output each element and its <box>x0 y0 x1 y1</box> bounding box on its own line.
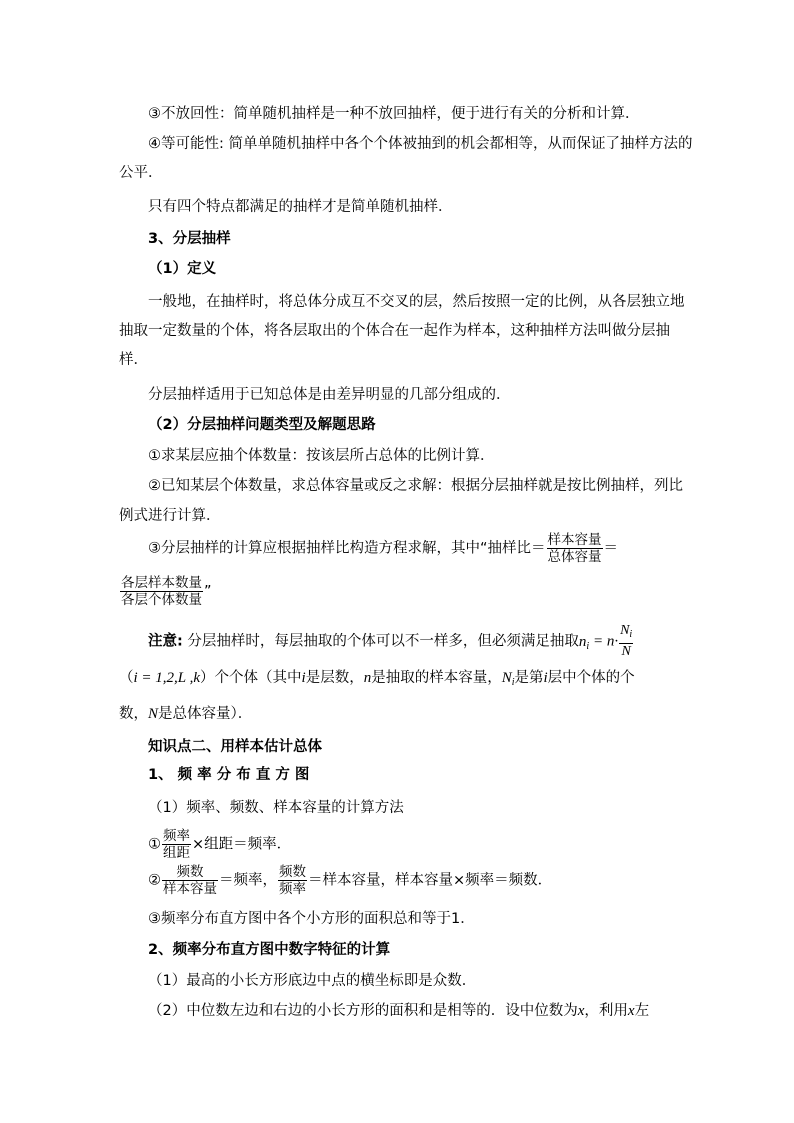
paragraph-type-3: ③分层抽样的计算应根据抽样比构造方程求解，其中“抽样比＝ $\frac{\text{样本容量}}{\text{总体容量}}$ ＝ <box>148 532 619 565</box>
heading-knowledge-point-2: 知识点二、用样本估计总体 <box>148 739 322 755</box>
formula-frequency-3: ③频率分布直方图中各个小方形的面积总和等于1． <box>148 911 475 927</box>
formula-frequency-1: ① $\frac{\text{频率}}{\text{组距}}$ ×组距＝频率． <box>148 828 292 861</box>
paragraph-type-2-cont: 例式进行计算． <box>119 508 221 524</box>
paragraph-applicability: 分层抽样适用于已知总体是由差异明显的几部分组成的． <box>148 387 511 403</box>
heading-problem-types: （2）分层抽样问题类型及解题思路 <box>148 417 376 433</box>
paragraph-equal-probability-cont: 公平． <box>119 165 163 181</box>
paragraph-definition: 一般地，在抽样时，将总体分成互不交叉的层，然后按照一定的比例，从各层独立地 <box>148 294 685 310</box>
paragraph-calc-methods: （1）频率、频数、样本容量的计算方法 <box>148 800 404 816</box>
paragraph-note: 注意: 分层抽样时，每层抽取的个体可以不一样多，但必须满足抽取$n_i = n\cdot$ $\frac{N_i}{N}$ <box>148 623 633 659</box>
fraction-frequency-over-width: $\frac{\text{频率}}{\text{组距}}$ <box>163 828 190 861</box>
paragraph-note-cont1: （i = 1,2,L ,k）个个体（其中i是层数，n是抽取的样本容量，$N_i$是第i层中个体的个 <box>119 670 635 688</box>
paragraph-type-2: ②已知某层个体数量，求总体容量或反之求解：根据分层抽样就是按比例抽样，列比 <box>148 478 683 494</box>
heading-definition: （1）定义 <box>148 261 217 277</box>
paragraph-equal-probability: ④等可能性: 简单单随机抽样中各个个体被抽到的机会都相等，从而保证了抽样方法的 <box>148 136 693 152</box>
heading-frequency-histogram: 1、 频 率 分 布 直 方 图 <box>148 767 310 783</box>
paragraph-type-1: ①求某层应抽个体数量：按该层所占总体的比例计算． <box>148 448 495 464</box>
paragraph-non-replacement: ③不放回性：简单随机抽样是一种不放回抽样，便于进行有关的分析和计算． <box>148 106 640 122</box>
paragraph-median: （2）中位数左边和右边的小长方形的面积和是相等的．设中位数为x，利用x左 <box>148 1003 650 1019</box>
paragraph-four-features: 只有四个特点都满足的抽样才是简单随机抽样． <box>148 199 453 215</box>
fraction-count-over-frequency: $\frac{\text{频数}}{\text{频率}}$ <box>279 864 306 897</box>
heading-stratified-sampling: 3、分层抽样 <box>148 231 231 247</box>
paragraph-mode: （1）最高的小长方形底边中点的横坐标即是众数． <box>148 973 477 989</box>
fraction-layer-ratio: $\frac{\text{各层样本数量}}{\text{各层个体数量}}$ <box>121 575 202 608</box>
fraction-sampling-ratio: $\frac{\text{样本容量}}{\text{总体容量}}$ <box>547 532 602 565</box>
paragraph-note-cont2: 数，N是总体容量）． <box>119 706 253 722</box>
fraction-count-over-size: $\frac{\text{频数}}{\text{样本容量}}$ <box>163 864 217 897</box>
paragraph-definition-cont2: 样． <box>119 352 148 368</box>
heading-numeric-features: 2、频率分布直方图中数字特征的计算 <box>148 942 391 958</box>
paragraph-definition-cont1: 抽取一定数量的个体，将各层取出的个体合在一起作为样本，这种抽样方法叫做分层抽 <box>119 323 670 339</box>
paragraph-type-3-cont: $\frac{\text{各层样本数量}}{\text{各层个体数量}}$ ” <box>121 575 212 608</box>
formula-frequency-2: ② $\frac{\text{频数}}{\text{样本容量}}$ ＝频率， $\frac{\text{频数}}{\text{频率}}$ ＝样本容量，样本容量×频率＝频数． <box>148 864 553 897</box>
fraction-ni-over-n: $\frac{N_i}{N}$ <box>620 623 633 659</box>
